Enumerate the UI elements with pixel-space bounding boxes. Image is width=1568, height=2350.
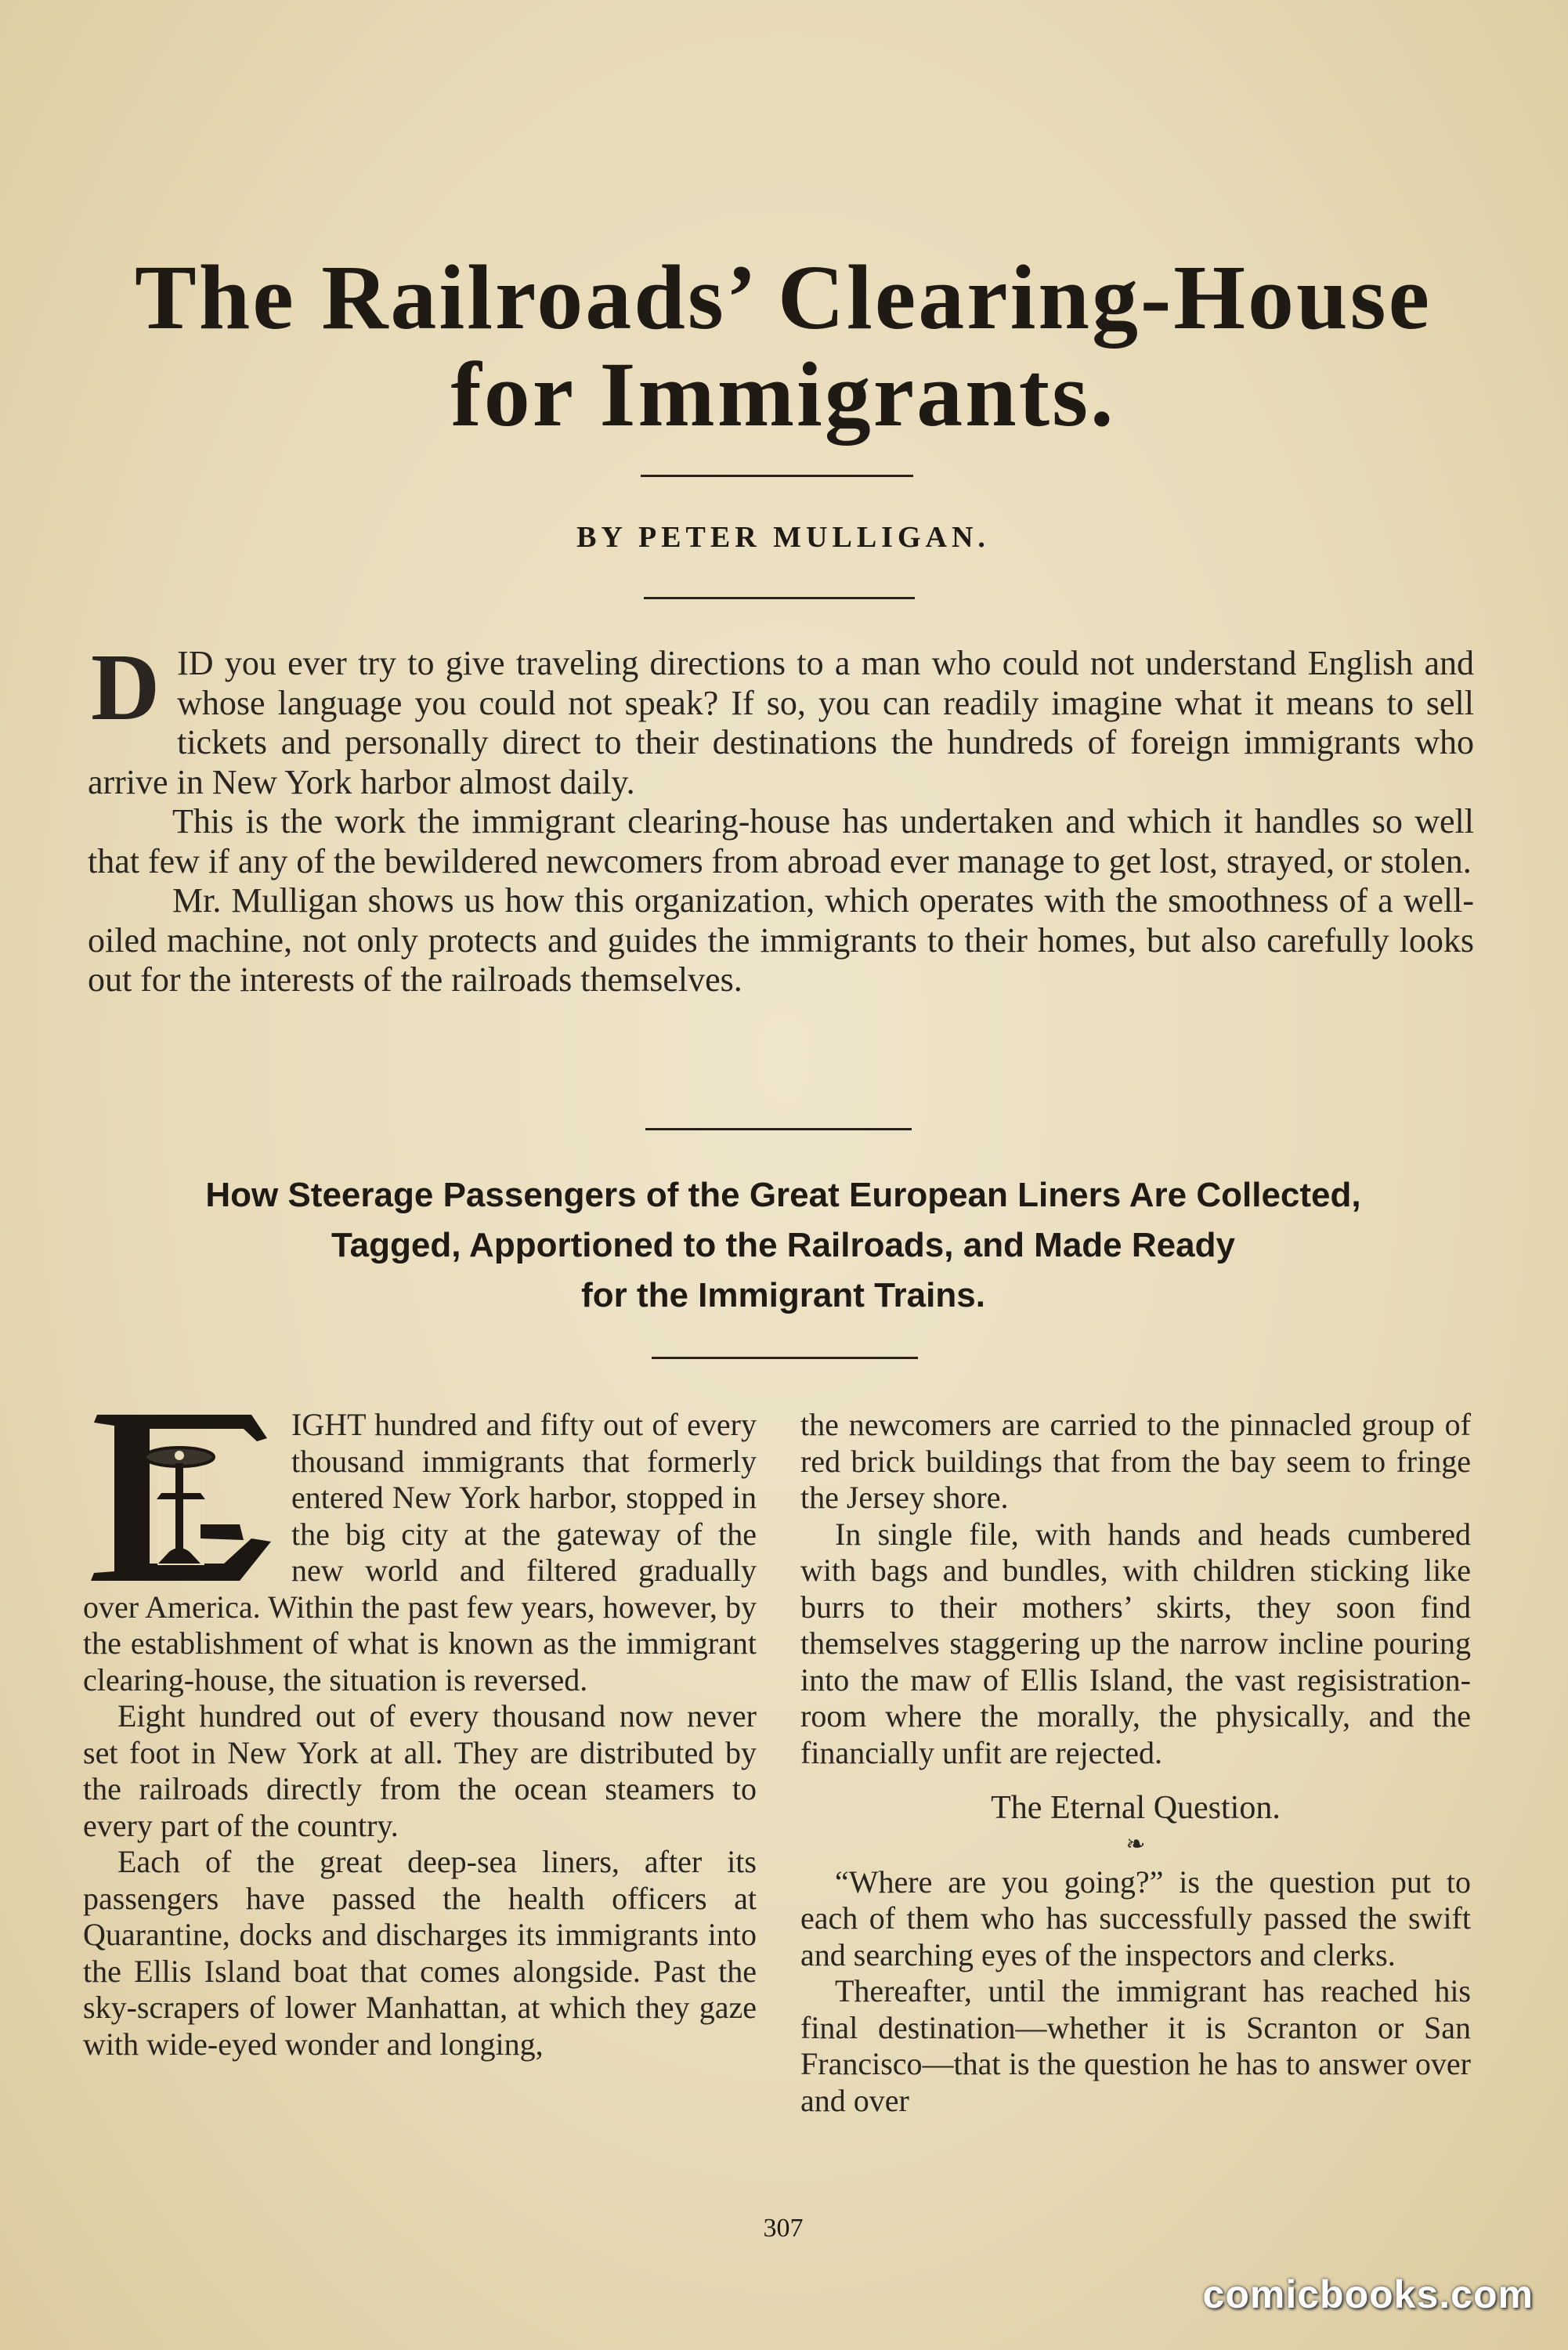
- body-left-paragraph-1: IGHT hundred and fifty out of every thousand immigrants that formerly entered New York harbor, stopped in the big city at the gateway of the new world and filtered gradually over America. Within the past few years, however, by the establishment of what is known as the immigrant clearing-house, the situation is reversed.: [83, 1407, 757, 1697]
- ornamental-e-icon: [83, 1407, 279, 1589]
- article-title: [78, 246, 1488, 446]
- intro-standfirst: [88, 634, 1474, 1000]
- body-left-paragraph-2: Eight hundred out of every thousand now never set foot in New York at all. They are distributed by the railroads directly from the ocean steamers to every part of the country.: [83, 1698, 757, 1843]
- article-subheading: [78, 1170, 1488, 1321]
- body-left-paragraph-3: Each of the great deep-sea liners, after its passengers have passed the health officers at Quarantine, docks and discharges its immigrants into the Ellis Island boat that comes alongside. Past the sky-scrapers of lower Manhattan, at which they gaze with wide-eyed wonder and longing,: [83, 1844, 757, 2062]
- dropcap-d: D: [91, 634, 161, 740]
- body-column-right: [800, 1407, 1471, 2119]
- intro-paragraph-3: Mr. Mulligan shows us how this organization, which operates with the smoothness of a well-oiled machine, not only protects and guides the immigrants to their homes, but also carefully looks out for the interests of the railroads themselves.: [88, 881, 1474, 999]
- page-number: 307: [763, 2214, 804, 2243]
- subhead-line-1: How Steerage Passengers of the Great European Liners Are Collected,: [205, 1176, 1361, 1214]
- title-line-2: for Immigrants.: [450, 343, 1116, 446]
- subhead-rule: [652, 1357, 918, 1359]
- dropcap-e-illustration: [83, 1407, 279, 1589]
- title-line-1: The Railroads’ Clearing-House: [135, 246, 1432, 349]
- body-right-paragraph-1: the newcomers are carried to the pinnacled group of red brick buildings that from the bay seem to fringe the Jersey shore.: [800, 1407, 1471, 1515]
- intro-rule: [645, 1128, 912, 1130]
- fleuron-icon: ❧: [1125, 1831, 1146, 1857]
- body-right-paragraph-4: Thereafter, until the immigrant has reached his final destination—whether it is Scranton or San Francisco—that is the question he has to answer over and over: [800, 1973, 1471, 2118]
- body-right-paragraph-3: “Where are you going?” is the question put to each of them who has successfully passed the swift and searching eyes of the inspectors and clerks.: [800, 1864, 1471, 1972]
- body-column-left: [83, 1407, 757, 2063]
- title-rule: [641, 475, 913, 477]
- body-right-paragraph-2: In single file, with hands and heads cumbered with bags and bundles, with children sticking like burrs to their mothers’ skirts, they soon find themselves staggering up the narrow incline pouring into the maw of Ellis Island, the vast regisistration-room where the morally, the physically, and the financially unfit are rejected.: [800, 1516, 1471, 1770]
- subhead-line-3: for the Immigrant Trains.: [581, 1276, 985, 1314]
- section-heading: The Eternal Question.: [991, 1790, 1281, 1826]
- intro-paragraph-1: ID you ever try to give traveling directions to a man who could not understand English and whose language you could not speak? If so, you can readily imagine what it means to sell tickets and personally direct to their destinations the hundreds of foreign immigrants who arrive in New York harbor almost daily.: [88, 644, 1474, 801]
- subhead-line-2: Tagged, Apportioned to the Railroads, and Made Ready: [331, 1226, 1235, 1264]
- site-watermark: comicbooks.com: [1202, 2272, 1534, 2316]
- byline: BY PETER MULLIGAN.: [576, 521, 990, 554]
- intro-paragraph-2: This is the work the immigrant clearing-house has undertaken and which it handles so well that few if any of the bewildered newcomers from abroad ever manage to get lost, strayed, or stolen.: [88, 802, 1474, 880]
- byline-rule: [644, 597, 915, 599]
